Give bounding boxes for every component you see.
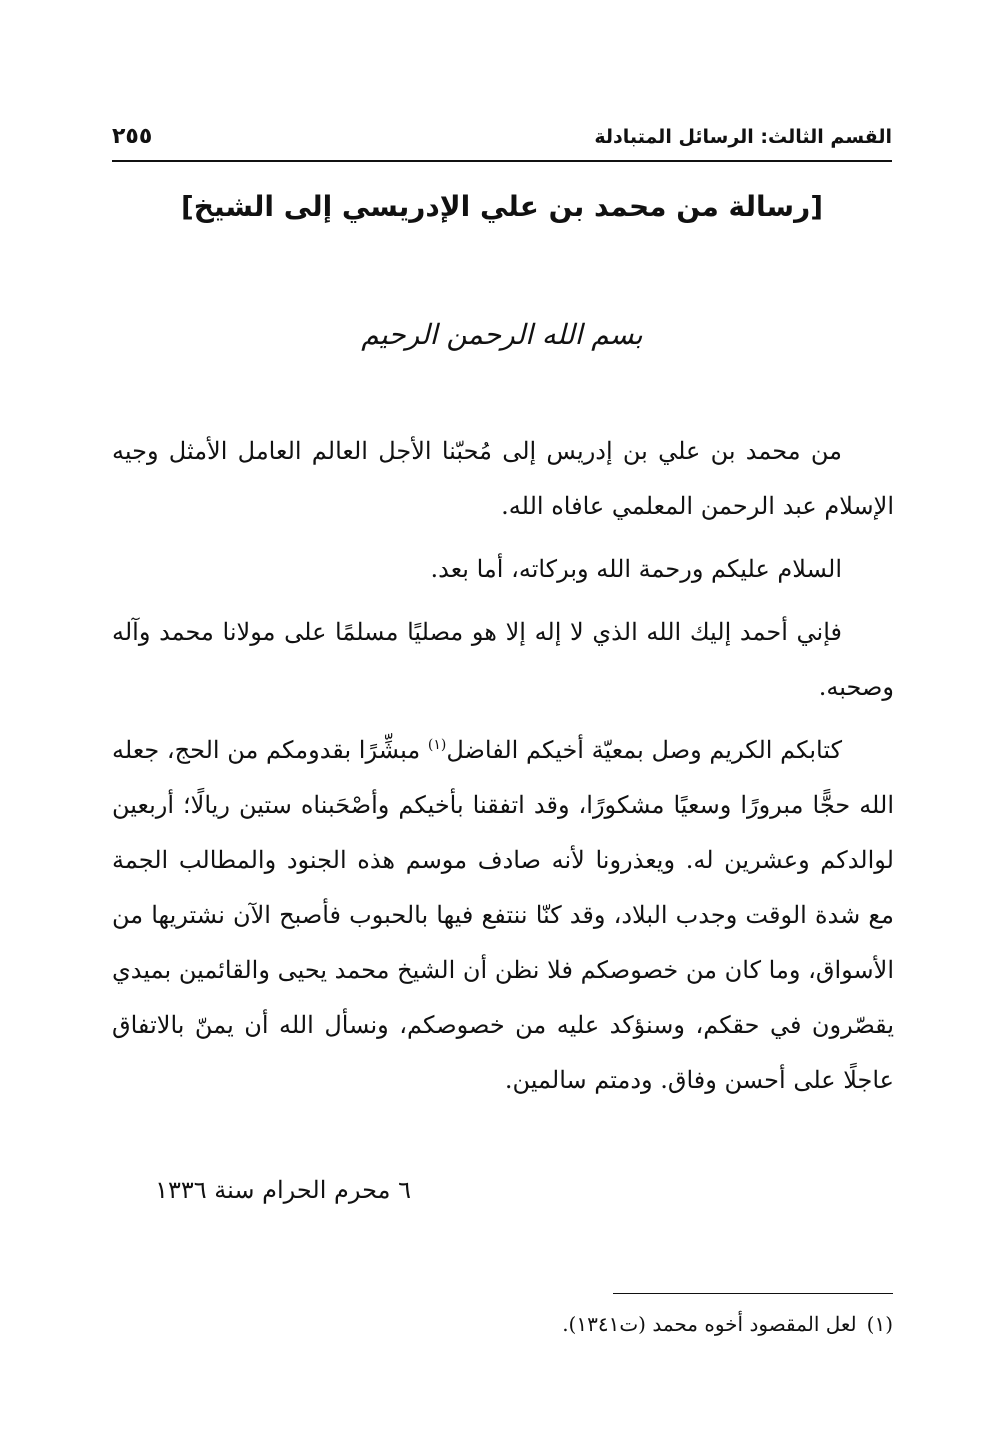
paragraph-4-text-start: كتابكم الكريم وصل بمعيّة أخيكم الفاضل [446, 736, 842, 764]
body-paragraph-3: فإني أحمد إليك الله الذي لا إله إلا هو مصليًا مسلمًا على مولانا محمد وآله وصحبه. [112, 618, 894, 701]
running-title: القسم الثالث: الرسائل المتبادلة [594, 126, 892, 148]
footnote [562, 1312, 893, 1336]
header-rule [112, 160, 892, 162]
page-header [112, 122, 892, 158]
footnote-reference: (١) [427, 737, 447, 753]
letter-body [112, 424, 894, 1116]
page-number: ٢٥٥ [112, 124, 153, 149]
body-paragraph-2: السلام عليكم ورحمة الله وبركاته، أما بعد. [430, 555, 842, 583]
letter-title: [رسالة من محمد بن علي الإدريسي إلى الشيخ] [180, 190, 823, 223]
body-paragraph-4 [112, 723, 894, 1108]
footnote-marker: (١) [866, 1312, 893, 1336]
footnote-text: لعل المقصود أخوه محمد (ت١٣٤١). [562, 1312, 857, 1336]
footnote-rule [613, 1293, 893, 1294]
date-line: ٦ محرم الحرام سنة ١٣٣٦ [155, 1176, 411, 1204]
paragraph-4-text-rest: مبشِّرًا بقدومكم من الحج، جعله الله حجًّا مبرورًا وسعيًا مشكورًا، وقد اتفقنا بأخيكم وأصْحَبناه ستين ريالًا؛ أربعين لوالدكم وعشرين له. ويعذرونا لأنه صادف موسم هذه الجنود والمطالب الجمة مع شدة الوقت وجدب البلاد، وقد كنّا ننتفع فيها بالحبوب فأصبح الآن نشتريها من الأسواق، وما كان من خصوصكم فلا نظن أن الشيخ محمد يحيى والقائمين بميدي يقصّرون في حقكم، وسنؤكد عليه من خصوصكم، ونسأل الله أن يمنّ بالاتفاق عاجلًا على أحسن وفاق. ودمتم سالمين. [112, 736, 894, 1094]
basmala: بسم الله الرحمن الرحيم [361, 318, 643, 351]
body-paragraph-1: من محمد بن علي بن إدريس إلى مُحبّنا الأجل العالم العامل الأمثل وجيه الإسلام عبد الرحمن المعلمي عافاه الله. [112, 437, 894, 520]
